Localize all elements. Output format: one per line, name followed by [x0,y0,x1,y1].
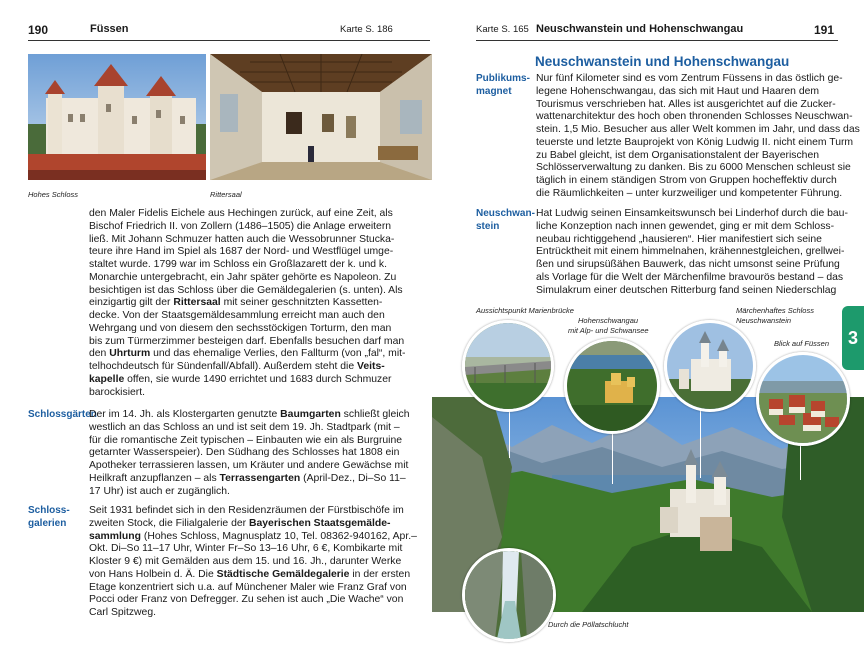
text-line [89,409,431,422]
map-reference-left: Karte S. 186 [340,24,393,35]
text-run: schließt gleich [340,409,410,420]
text-line [89,422,431,435]
text-line [89,556,431,569]
photo-hohes-schloss [28,54,206,180]
text-line [89,505,431,518]
photo-neuschwanstein-castle [664,320,756,412]
text-line [89,272,431,285]
photo-hohenschwangau [564,338,660,434]
text-run: Seit 1931 befindet sich in den Residenzräumen der Fürstbischöfe im [89,505,404,516]
text-line [89,297,431,310]
text-run: mit seiner geschnitzten Kassetten- [220,297,383,309]
text-line: Hat Ludwig seinen Einsamkeitswunsch bei Linderhof durch die bau- [536,208,848,219]
text-line [89,435,431,448]
text-line: liche Konzeption nach innen gewendet, ging er mit dem Schloss- [536,220,835,232]
paragraph-schlossgaerten [89,409,431,498]
text-line [89,543,431,556]
text-line: als Vorlage für die Welt der Märchenfilme bravourös bestand – das [536,271,844,283]
bold-term: Terrassengarten [219,472,301,484]
bold-term: Baumgarten [280,409,341,420]
bold-term: sammlung [89,530,141,542]
label-fuessen: Blick auf Füssen [774,339,830,348]
map-reference-right: Karte S. 165 [476,24,529,35]
text-run: Apotheker terrassieren lassen, um Kräuter und andere Gewächse mit [89,460,409,471]
text-run: (Hohes Schloss, Magnusplatz 10, Tel. 08362-940162, Apr.– [140,530,417,542]
text-line: zu Babel gleicht, ist dem Organisationstalent der Bayerischen [536,149,820,161]
pointer-line-neuschwanstein [700,408,701,478]
text-line [89,518,431,531]
paragraph-schlossgalerien [89,505,431,620]
text-line [89,582,431,595]
text-line: Tourismus verschrieben hat. Alles ist ausgerichtet auf die Zucker- [536,98,836,110]
text-run: für die romantische Zeit typischen – Einbauten wie ein als Burgruine [89,434,403,446]
margin-note-publikumsmagnet [476,73,530,98]
header-rule-right [476,40,838,41]
text-line: Schlösserverwaltung zu danken. Bis zu 6000 Menschen schleust sie [536,162,851,174]
text-line: legene Hohenschwangau, das sich mit Haut und Haaren dem [536,85,820,97]
section-title: Neuschwanstein und Hohenschwangau [535,54,790,69]
margin-note-line: magnet [476,85,512,97]
text-line: Entrücktheit mit einem himmelnahen, krähennestgleichen, grellwei- [536,246,845,258]
text-run: und das ehemalige Verlies, den Fallturm (von „fal“, mit- [150,348,406,360]
text-run: offen, sie wurde 1490 errichtet und 1683 durch Schmuzer [124,373,392,385]
label-neuschwanstein-2: Neuschwanstein [736,316,792,325]
page-number-right: 191 [814,23,835,37]
text-line: neubau richtiggehend „hausieren“. Hier manifestiert sich seine [536,233,822,245]
text-run: Der im 14. Jh. als Klostergarten genutzte [89,409,281,420]
text-run: Monarchie untergebracht, ein Jahr später gehörte es Napoleon. Zu [89,271,397,283]
text-run: Pocci oder Franz von Defregger. Zu sehen ist auch „Die Wache“ von [89,594,404,606]
text-run: ließ. Mit Johann Schmuzer hatten auch die Wessobrunner Stucka- [89,233,395,245]
text-run: den [89,348,110,360]
margin-note-line: Schloss- [28,505,70,516]
text-line [89,208,431,221]
text-line [89,594,431,607]
text-run: Heilkraft anzupflanzen – als [89,472,220,484]
text-run: barockisiert. [89,386,146,398]
text-run: (April-Dez., Di–So 11– [300,472,406,484]
label-marienbruecke: Aussichtspunkt Marienbrücke [476,306,574,315]
text-line [89,607,431,620]
text-run: decke. Von der Staatsgemäldesammlung erreicht man auch den [89,310,385,321]
text-line [89,486,431,499]
bold-term: Uhrturm [109,348,151,360]
bold-term: Bayerischen Staatsgemälde- [248,517,391,529]
text-run: Carl Spitzweg. [89,607,156,618]
text-run: Wehrgang und von diesem den sechsstöckigen Torturm, den man [89,322,392,334]
bold-term: Rittersaal [173,297,221,309]
text-run: einzigartig gilt der [89,297,174,309]
text-run: von Hans Holbein d. Ä. Die [89,568,217,580]
text-run: Kloster 9 €) mit Gemälden aus dem 15. und 16. Jh., darunter Werke [89,556,402,567]
text-line [89,531,431,544]
paragraph-neuschwanstein [536,208,848,297]
photo-caption-rittersaal: Rittersaal [210,190,242,199]
text-line [89,569,431,582]
text-line: Simulakrum einer deutschen Ritterburg fand seinen Niederschlag [536,284,837,296]
header-rule-left [28,40,430,41]
bold-term: kapelle [89,373,125,385]
page-number-left: 190 [28,23,49,37]
text-line [89,323,431,336]
margin-note-schlossgaerten [28,409,97,422]
text-line [89,374,431,387]
text-line: teuerste und letzte Bauprojekt von König Ludwig II. nicht einem Turm [536,136,854,148]
text-line [89,310,431,323]
label-hohenschwangau-2: mit Alp- und Schwansee [568,326,649,335]
text-run: den Maler Fidelis Eichele aus Hechingen zurück, auf eine Zeit, als [89,208,393,219]
text-run: besichtigen ist das Schloss über die Gemäldegalerien (s. unten). Als [89,284,403,296]
text-line [89,361,431,374]
label-hohenschwangau-1: Hohenschwangau [578,316,639,325]
photo-fuessen [756,352,850,446]
bold-term: Städtische Gemäldegalerie [216,568,350,580]
photo-marienbruecke [462,320,554,412]
text-run: getarnter Wasserspeier). Den Südhang des Schlosses hat 1808 ein [89,447,400,459]
text-run: westlich an das Schloss an und ist seit dem 19. Jh. Stadtpark (mit – [89,421,400,433]
text-line: wattenarchitektur des hoch oben thronenden Schlosses Neuschwan- [536,111,853,123]
text-run: telhochdeutsch für Sündenfall/Abfall). Außerdem steht die [89,361,358,372]
text-line [89,473,431,486]
text-run: Okt. Di–So 11–17 Uhr, Winter Fr–So 13–16 Uhr, 6 €, Kombikarte mit [89,543,403,555]
label-poellatschlucht: Durch die Pöllatschlucht [548,620,629,629]
text-line [89,387,431,400]
text-run: bis zum Türmerzimmer besteigen darf. Ebenfalls besuchen darf man [89,335,405,347]
text-line: täglich in einem ständigen Strom von Gruppen hocheffektiv durch [536,175,837,186]
margin-note-line: galerien [28,517,67,529]
margin-note-line: Neuschwan- [476,208,535,219]
label-neuschwanstein-1: Märchenhaftes Schloss [736,306,814,315]
text-line [89,246,431,259]
text-line [89,460,431,473]
text-line [89,285,431,298]
left-intro-paragraph [89,208,431,399]
text-run: teure ihre Hand im Spiel als 1687 der Nord- und Westflügel umge- [89,246,394,258]
text-line: stein. 1,5 Mio. Besucher aus aller Welt kommen im Jahr, und dass das [536,124,860,135]
bold-term: Veits- [357,361,385,372]
margin-note-line: Publikums- [476,73,530,84]
text-line [89,259,431,272]
margin-note-line: Schlossgärten [28,409,97,420]
chapter-tab: 3 [842,306,864,370]
photo-poellatschlucht [462,548,556,642]
margin-note-line: stein [476,220,500,232]
text-line: ßen und sirupsüßähen Bauwerk, das nicht umsonst seine Prüfung [536,259,840,270]
text-run: staltet wurde. 1799 war im Schloss ein Großlazarett der k. und k. [89,259,387,270]
text-line [89,234,431,247]
text-line [89,447,431,460]
text-run: in der ersten [349,568,411,580]
text-line [89,221,431,234]
text-line: die Räumlichkeiten – unter kurzweiliger und kompetenter Führung. [536,187,843,199]
running-title-left: Füssen [90,23,129,35]
text-run: Etage konzentriert sich u.a. auf Münchener Maler wie Franz Graf von [89,581,407,593]
text-run: 17 Uhr) ist auch er zugänglich. [89,485,230,497]
photo-rittersaal [210,54,432,180]
running-title-right: Neuschwanstein und Hohenschwangau [536,23,744,35]
pointer-line-fuessen [800,444,801,480]
margin-note-schlossgalerien [28,505,70,530]
text-run: zweiten Stock, die Filialgalerie der [89,517,249,529]
photo-caption-hohes-schloss: Hohes Schloss [28,190,79,199]
text-line [89,336,431,349]
text-line [89,348,431,361]
paragraph-publikumsmagnet [536,73,860,201]
text-run: Bischof Friedrich II. von Zollern (1486–1505) die Anlage erweitern [89,220,392,232]
text-line: Nur fünf Kilometer sind es vom Zentrum Füssens in das östlich ge- [536,73,843,84]
margin-note-neuschwanstein [476,208,535,233]
